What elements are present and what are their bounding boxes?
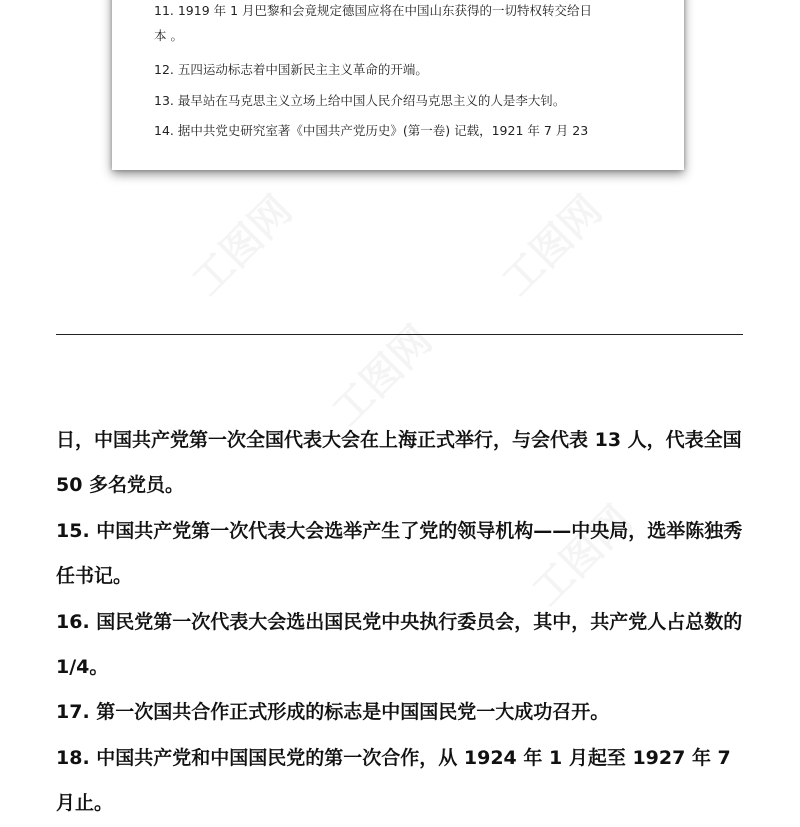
paragraph: 日，中国共产党第一次全国代表大会在上海正式举行，与会代表 13 人，代表全国 50 多名党员。 <box>56 429 742 497</box>
section-divider <box>56 334 743 335</box>
preview-line: 本 。 <box>154 28 183 43</box>
preview-line: 12. 五四运动标志着中国新民主主义革命的开端。 <box>154 62 428 77</box>
watermark <box>177 181 302 306</box>
paragraph: 18. 中国共产党和中国国民党的第一次合作，从 1924 年 1 月起至 1927 年 7 月止。 <box>56 746 731 815</box>
preview-line: 13. 最早站在马克思主义立场上给中国人民介绍马克思主义的人是李大钊。 <box>154 93 566 108</box>
watermark <box>487 181 612 306</box>
paragraph: 16. 国民党第一次代表大会选出国民党中央执行委员会，其中，共产党人占总数的 1/4。 <box>56 610 743 679</box>
document-body <box>56 418 746 827</box>
document-preview-card <box>112 0 684 170</box>
paragraph: 15. 中国共产党第一次代表大会选举产生了党的领导机构——中央局，选举陈独秀任书记。 <box>56 519 743 588</box>
paragraph: 17. 第一次国共合作正式形成的标志是中国国民党一大成功召开。 <box>56 701 610 724</box>
preview-line: 14. 据中共党史研究室著《中国共产党历史》(第一卷) 记载，1921 年 7 月 23 <box>154 123 589 138</box>
preview-line: 11. 1919 年 1 月巴黎和会竟规定德国应将在中国山东获得的一切特权转交给日 <box>154 3 593 18</box>
